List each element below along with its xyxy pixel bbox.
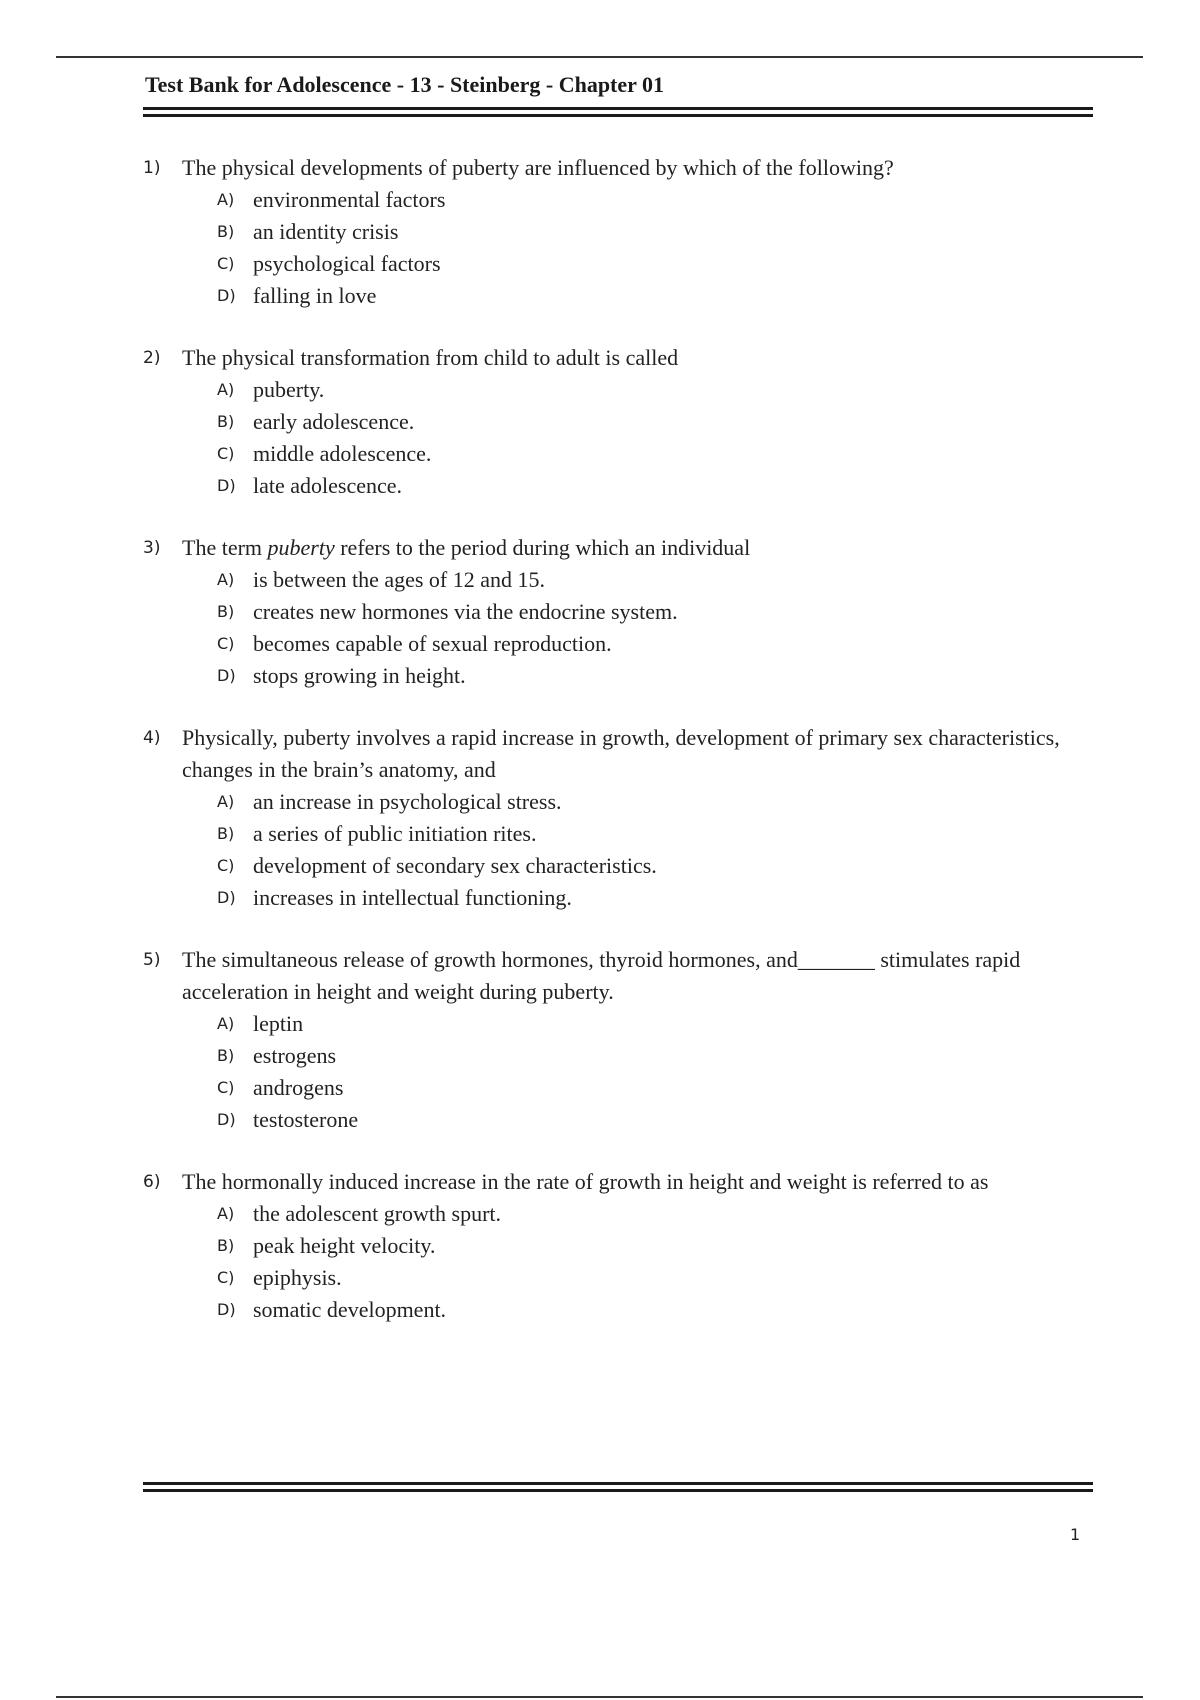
option-letter: C) — [217, 444, 235, 463]
question-number: 6) — [143, 1172, 161, 1192]
option-c — [217, 248, 1103, 280]
option-a — [217, 1008, 1103, 1040]
option-text: androgens — [253, 1075, 344, 1100]
option-letter: A) — [217, 792, 235, 811]
option-text: increases in intellectual functioning. — [253, 885, 572, 910]
option-text: falling in love — [253, 283, 377, 308]
question-number: 5) — [143, 950, 161, 970]
option-text: somatic development. — [253, 1297, 447, 1322]
option-a — [217, 786, 1103, 818]
option-letter: B) — [217, 1046, 235, 1065]
option-text: puberty. — [253, 377, 325, 402]
stem-text-before: The term — [182, 535, 268, 560]
option-a — [217, 564, 1103, 596]
option-c — [217, 1072, 1103, 1104]
option-d — [217, 660, 1103, 692]
option-text: is between the ages of 12 and 15. — [253, 567, 546, 592]
option-letter: B) — [217, 824, 235, 843]
option-letter: B) — [217, 1236, 235, 1255]
question-stem: The physical developments of puberty are influenced by which of the following? — [182, 155, 894, 180]
option-letter: D) — [217, 476, 236, 495]
option-text: testosterone — [253, 1107, 359, 1132]
answer-options — [217, 374, 1103, 502]
option-text: middle adolescence. — [253, 441, 432, 466]
option-text: peak height velocity. — [253, 1233, 436, 1258]
option-text: the adolescent growth spurt. — [253, 1201, 502, 1226]
answer-options — [217, 1198, 1103, 1326]
question-2 — [143, 342, 1103, 502]
option-text: environmental factors — [253, 187, 446, 212]
header-double-rule — [143, 107, 1093, 117]
option-c — [217, 1262, 1103, 1294]
option-text: leptin — [253, 1011, 304, 1036]
answer-options — [217, 786, 1103, 914]
option-d — [217, 280, 1103, 312]
option-text: becomes capable of sexual reproduction. — [253, 631, 612, 656]
document-title: Test Bank for Adolescence - 13 - Steinberg - Chapter 01 — [145, 72, 665, 97]
option-letter: C) — [217, 254, 235, 273]
question-5 — [143, 944, 1103, 1136]
question-6 — [143, 1166, 1103, 1326]
option-c — [217, 438, 1103, 470]
option-text: estrogens — [253, 1043, 337, 1068]
option-text: creates new hormones via the endocrine system. — [253, 599, 678, 624]
option-text: early adolescence. — [253, 409, 415, 434]
option-d — [217, 1294, 1103, 1326]
answer-options — [217, 1008, 1103, 1136]
option-text: a series of public initiation rites. — [253, 821, 537, 846]
question-number: 3) — [143, 538, 161, 558]
option-letter: A) — [217, 1014, 235, 1033]
option-b — [217, 1230, 1103, 1262]
question-stem: Physically, puberty involves a rapid increase in growth, development of primary sex characteristics, changes in the brain’s anatomy, and — [182, 725, 1060, 782]
option-b — [217, 1040, 1103, 1072]
option-d — [217, 882, 1103, 914]
option-letter: D) — [217, 1110, 236, 1129]
option-text: psychological factors — [253, 251, 441, 276]
option-text: epiphysis. — [253, 1265, 342, 1290]
option-text: late adolescence. — [253, 473, 403, 498]
option-b — [217, 818, 1103, 850]
option-text: an identity crisis — [253, 219, 399, 244]
page-number: 1 — [1070, 1525, 1081, 1544]
option-letter: B) — [217, 412, 235, 431]
option-a — [217, 374, 1103, 406]
question-number: 2) — [143, 348, 161, 368]
question-stem — [182, 532, 750, 564]
question-1 — [143, 152, 1103, 312]
option-letter: A) — [217, 190, 235, 209]
option-text: an increase in psychological stress. — [253, 789, 562, 814]
option-b — [217, 406, 1103, 438]
option-letter: B) — [217, 602, 235, 621]
page-top-border — [56, 56, 1143, 58]
option-letter: D) — [217, 666, 236, 685]
question-number: 4) — [143, 728, 161, 748]
option-letter: A) — [217, 380, 235, 399]
option-letter: C) — [217, 1078, 235, 1097]
option-letter: D) — [217, 286, 236, 305]
option-letter: A) — [217, 570, 235, 589]
option-b — [217, 596, 1103, 628]
option-letter: A) — [217, 1204, 235, 1223]
stem-italic-term: puberty — [267, 535, 335, 560]
option-b — [217, 216, 1103, 248]
question-4 — [143, 722, 1103, 914]
option-letter: C) — [217, 1268, 235, 1287]
question-3 — [143, 532, 1103, 692]
option-letter: C) — [217, 634, 235, 653]
footer-double-rule — [143, 1482, 1093, 1492]
option-letter: D) — [217, 888, 236, 907]
option-letter: B) — [217, 222, 235, 241]
option-a — [217, 184, 1103, 216]
answer-options — [217, 184, 1103, 312]
question-stem: The physical transformation from child to adult is called — [182, 345, 679, 370]
stem-text-after: refers to the period during which an individual — [334, 535, 751, 560]
option-d — [217, 1104, 1103, 1136]
option-letter: C) — [217, 856, 235, 875]
option-text: stops growing in height. — [253, 663, 466, 688]
option-letter: D) — [217, 1300, 236, 1319]
option-c — [217, 628, 1103, 660]
question-list — [143, 152, 1103, 1356]
option-c — [217, 850, 1103, 882]
answer-options — [217, 564, 1103, 692]
option-text: development of secondary sex characteristics. — [253, 853, 657, 878]
question-number: 1) — [143, 158, 161, 178]
option-d — [217, 470, 1103, 502]
question-stem: The simultaneous release of growth hormones, thyroid hormones, and_______ stimulates rapid acceleration in height and weight during puberty. — [182, 947, 1021, 1004]
option-a — [217, 1198, 1103, 1230]
question-stem: The hormonally induced increase in the rate of growth in height and weight is referred to as — [182, 1169, 989, 1194]
page-bottom-border — [56, 1696, 1143, 1698]
